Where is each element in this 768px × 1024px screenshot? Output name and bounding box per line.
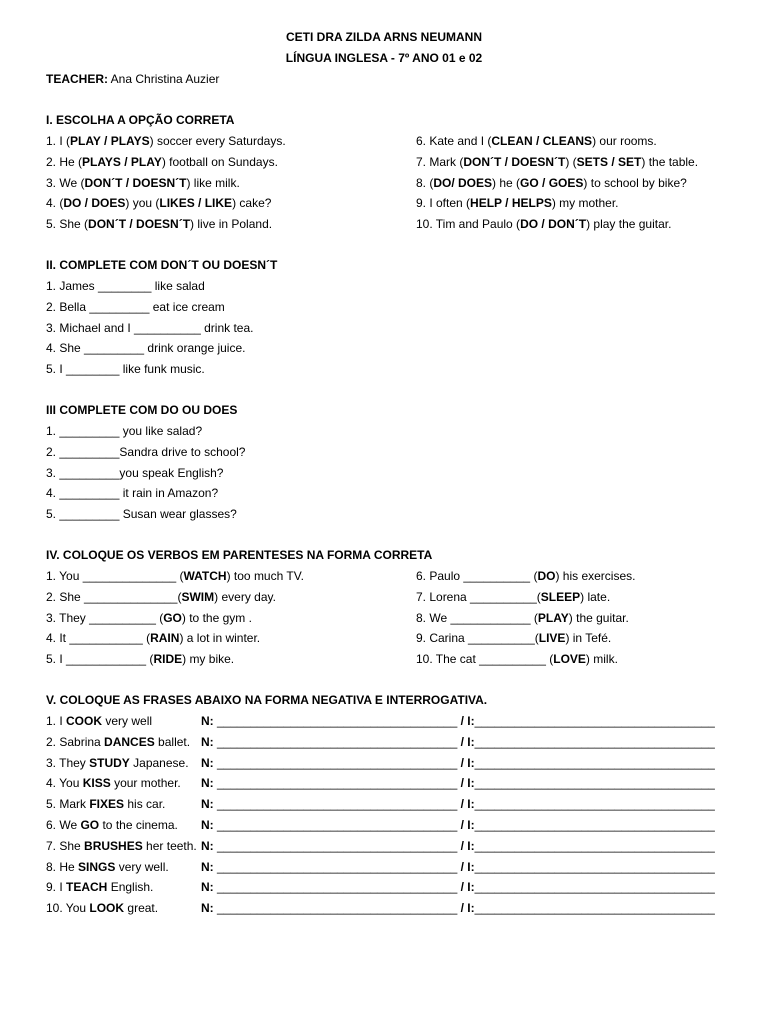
question-text: ) the guitar.: [568, 610, 629, 625]
negative-blank: ____________________________________: [217, 859, 461, 874]
question-item: [46, 860, 169, 874]
option-text: PLAY: [537, 610, 569, 625]
negative-blank: ____________________________________: [217, 734, 461, 749]
school-name: CETI DRA ZILDA ARNS NEUMANN: [286, 30, 482, 44]
question-text: ) milk.: [585, 652, 618, 667]
question-item: [46, 134, 286, 148]
negative-blank: ____________________________________: [217, 797, 461, 812]
question-text: 3. They: [46, 755, 90, 770]
question-item: 3. _________you speak English?: [46, 465, 224, 480]
question-text: ) to school by bike?: [583, 175, 687, 190]
question-text: very well: [102, 714, 153, 728]
option-text: LIVE: [538, 631, 566, 646]
question-item: [46, 611, 252, 625]
option-text: GO / GOES: [520, 175, 584, 190]
question-text: 5. She (: [46, 217, 89, 232]
interrogative-label: / I:: [460, 859, 475, 874]
question-text: English.: [107, 880, 154, 895]
question-text: 1. I (: [46, 134, 71, 148]
question-text: her teeth.: [142, 838, 197, 853]
question-item: [46, 569, 304, 583]
option-text: CLEAN / CLEANS: [491, 134, 593, 148]
question-text: ) every day.: [214, 589, 276, 604]
question-item: [46, 217, 272, 231]
answer-lines: [201, 901, 715, 915]
question-text: Japanese.: [129, 755, 189, 770]
question-text: ) you (: [125, 196, 160, 211]
question-text: 2. He (: [46, 154, 83, 169]
option-text: SWIM: [181, 589, 215, 604]
question-text: 4. (: [46, 196, 64, 211]
question-item: [416, 652, 618, 666]
answer-lines: [201, 714, 715, 728]
negative-label: N:: [201, 734, 217, 749]
course-title: LÍNGUA INGLESA - 7º ANO 01 e 02: [285, 51, 483, 65]
question-item: [416, 611, 629, 625]
question-text: ) cake?: [232, 196, 272, 211]
question-text: ) in Tefé.: [565, 631, 612, 646]
question-text: 9. I often (: [416, 196, 471, 211]
question-item: [416, 217, 671, 231]
question-item: [46, 901, 158, 915]
question-text: his car.: [124, 797, 166, 812]
question-item: [46, 735, 190, 749]
question-item: 2. Bella _________ eat ice cream: [46, 299, 225, 314]
question-text: 7. She: [46, 838, 85, 853]
teacher-name: Ana Christina Auzier: [108, 72, 220, 86]
question-text: 10. You: [46, 901, 90, 916]
question-text: ) the table.: [641, 154, 699, 169]
negative-blank: ____________________________________: [217, 880, 461, 895]
interrogative-blank: ____________________________________: [474, 714, 715, 728]
interrogative-label: / I:: [460, 818, 475, 832]
question-text: ) he (: [492, 175, 521, 190]
question-text: 6. Paulo __________ (: [416, 569, 538, 583]
option-text: DO/ DOES: [433, 175, 493, 190]
question-item: 5. _________ Susan wear glasses?: [46, 507, 237, 522]
question-text: ) my mother.: [551, 196, 619, 211]
question-text: 2. She ______________(: [46, 589, 182, 604]
negative-blank: ____________________________________: [217, 755, 461, 770]
section-1-title: I. ESCOLHA A OPÇÃO CORRETA: [46, 113, 235, 127]
answer-lines: [201, 756, 715, 770]
question-text: 3. They __________ (: [46, 610, 164, 625]
question-item: 5. I ________ like funk music.: [46, 362, 205, 377]
negative-blank: ____________________________________: [217, 714, 461, 728]
question-item: [416, 155, 698, 169]
question-item: [46, 797, 165, 811]
question-text: 6. We: [46, 818, 81, 832]
question-text: 9. I: [46, 880, 67, 895]
section-2-title: II. COMPLETE COM DON´T OU DOESN´T: [46, 258, 278, 272]
question-text: 9. Carina __________(: [416, 631, 539, 646]
option-text: RAIN: [150, 631, 180, 646]
interrogative-label: / I:: [460, 901, 475, 916]
question-text: ) a lot in winter.: [179, 631, 261, 646]
option-text: KISS: [82, 776, 111, 791]
question-item: 3. Michael and I __________ drink tea.: [46, 320, 254, 335]
question-item: 1. James ________ like salad: [46, 279, 205, 293]
question-item: [46, 818, 178, 832]
negative-label: N:: [201, 818, 217, 832]
option-text: DO / DOES: [63, 196, 126, 211]
option-text: PLAYS / PLAY: [82, 154, 162, 169]
question-text: ) play the guitar.: [586, 217, 672, 232]
question-text: ) (: [565, 154, 577, 169]
question-text: 4. It ___________ (: [46, 631, 151, 646]
question-item: [46, 176, 240, 190]
negative-blank: ____________________________________: [217, 838, 461, 853]
option-text: DANCES: [104, 734, 155, 749]
negative-label: N:: [201, 776, 217, 791]
negative-blank: ____________________________________: [217, 818, 461, 832]
negative-label: N:: [201, 859, 217, 874]
question-item: [46, 155, 278, 169]
interrogative-blank: ____________________________________: [474, 838, 715, 853]
option-text: WATCH: [183, 569, 227, 583]
question-text: ) too much TV.: [226, 569, 304, 583]
negative-label: N:: [201, 797, 217, 812]
option-text: GO: [163, 610, 182, 625]
question-item: [416, 176, 687, 190]
answer-lines: [201, 880, 715, 894]
question-text: 3. We (: [46, 175, 85, 190]
question-item: [46, 880, 153, 894]
question-text: 7. Lorena __________(: [416, 589, 541, 604]
interrogative-label: / I:: [460, 714, 475, 728]
option-text: BRUSHES: [84, 838, 143, 853]
question-item: [46, 631, 260, 645]
question-item: 4. She _________ drink orange juice.: [46, 341, 246, 356]
question-item: [416, 196, 619, 210]
question-text: 8. We ____________ (: [416, 610, 538, 625]
question-text: ) live in Poland.: [190, 217, 273, 232]
question-text: 8. (: [416, 175, 434, 190]
interrogative-blank: ____________________________________: [474, 901, 715, 916]
question-text: 10. Tim and Paulo (: [416, 217, 521, 232]
option-text: SINGS: [78, 859, 116, 874]
negative-blank: ____________________________________: [217, 901, 461, 916]
question-text: ) like milk.: [186, 175, 240, 190]
question-item: 1. _________ you like salad?: [46, 424, 203, 438]
option-text: SLEEP: [540, 589, 581, 604]
question-text: your mother.: [110, 776, 181, 791]
interrogative-label: / I:: [460, 755, 475, 770]
question-text: ) late.: [580, 589, 611, 604]
option-text: COOK: [66, 714, 103, 728]
section-3-title: III COMPLETE COM DO OU DOES: [46, 403, 238, 417]
option-text: DON´T / DOESN´T: [84, 175, 187, 190]
question-text: very well.: [115, 859, 169, 874]
interrogative-label: / I:: [460, 880, 475, 895]
question-text: 5. I ____________ (: [46, 652, 154, 667]
question-text: 6. Kate and I (: [416, 134, 492, 148]
option-text: LIKES / LIKE: [159, 196, 233, 211]
option-text: LOVE: [553, 652, 586, 667]
question-text: great.: [124, 901, 159, 916]
question-text: 1. You ______________ (: [46, 569, 184, 583]
question-item: [46, 714, 152, 728]
question-text: ) football on Sundays.: [161, 154, 278, 169]
interrogative-blank: ____________________________________: [474, 776, 715, 791]
question-text: 5. Mark: [46, 797, 90, 812]
negative-label: N:: [201, 901, 217, 916]
question-text: ) his exercises.: [555, 569, 636, 583]
option-text: PLAY / PLAYS: [70, 134, 150, 148]
interrogative-label: / I:: [460, 838, 475, 853]
negative-label: N:: [201, 714, 217, 728]
question-text: 7. Mark (: [416, 154, 464, 169]
interrogative-blank: ____________________________________: [474, 797, 715, 812]
answer-lines: [201, 839, 715, 853]
question-item: [416, 631, 611, 645]
question-item: [46, 652, 234, 666]
question-item: [46, 756, 189, 770]
option-text: GO: [80, 818, 100, 832]
section-4-title: IV. COLOQUE OS VERBOS EM PARENTESES NA FORMA CORRETA: [46, 548, 433, 562]
answer-lines: [201, 818, 715, 832]
interrogative-blank: ____________________________________: [474, 734, 715, 749]
question-text: 4. You: [46, 776, 83, 791]
question-text: 8. He: [46, 859, 79, 874]
interrogative-label: / I:: [460, 734, 475, 749]
negative-blank: ____________________________________: [217, 776, 461, 791]
section-5-title: V. COLOQUE AS FRASES ABAIXO NA FORMA NEGATIVA E INTERROGATIVA.: [46, 693, 488, 707]
question-item: 4. _________ it rain in Amazon?: [46, 486, 219, 501]
option-text: SETS / SET: [576, 154, 642, 169]
option-text: FIXES: [89, 797, 125, 812]
interrogative-blank: ____________________________________: [474, 818, 715, 832]
interrogative-blank: ____________________________________: [474, 880, 715, 895]
option-text: DON´T / DOESN´T: [463, 154, 566, 169]
question-item: [416, 569, 635, 583]
question-text: 2. Sabrina: [46, 734, 105, 749]
option-text: DO: [537, 569, 556, 583]
question-item: [416, 590, 610, 604]
question-item: [46, 590, 276, 604]
question-text: ballet.: [154, 734, 191, 749]
interrogative-label: / I:: [460, 776, 475, 791]
interrogative-label: / I:: [460, 797, 475, 812]
answer-lines: [201, 797, 715, 811]
answer-lines: [201, 860, 715, 874]
answer-lines: [201, 735, 715, 749]
interrogative-blank: ____________________________________: [474, 755, 715, 770]
interrogative-blank: ____________________________________: [474, 859, 715, 874]
answer-lines: [201, 776, 715, 790]
question-text: to the cinema.: [99, 818, 178, 832]
negative-label: N:: [201, 755, 217, 770]
question-text: ) to the gym .: [181, 610, 252, 625]
question-item: [46, 839, 197, 853]
question-text: 1. I: [46, 714, 67, 728]
teacher-label: TEACHER:: [46, 72, 108, 86]
option-text: STUDY: [89, 755, 130, 770]
option-text: LOOK: [89, 901, 125, 916]
question-item: [416, 134, 657, 148]
question-text: 10. The cat __________ (: [416, 652, 554, 667]
option-text: HELP / HELPS: [470, 196, 552, 211]
question-item: [46, 196, 271, 210]
option-text: RIDE: [153, 652, 183, 667]
question-text: ) soccer every Saturdays.: [149, 134, 286, 148]
option-text: TEACH: [66, 880, 108, 895]
negative-label: N:: [201, 838, 217, 853]
option-text: DON´T / DOESN´T: [88, 217, 191, 232]
question-item: 2. _________Sandra drive to school?: [46, 444, 246, 459]
question-item: [46, 776, 181, 790]
negative-label: N:: [201, 880, 217, 895]
question-text: ) our rooms.: [592, 134, 657, 148]
option-text: DO / DON´T: [520, 217, 587, 232]
question-text: ) my bike.: [182, 652, 235, 667]
teacher-line: [46, 72, 219, 86]
